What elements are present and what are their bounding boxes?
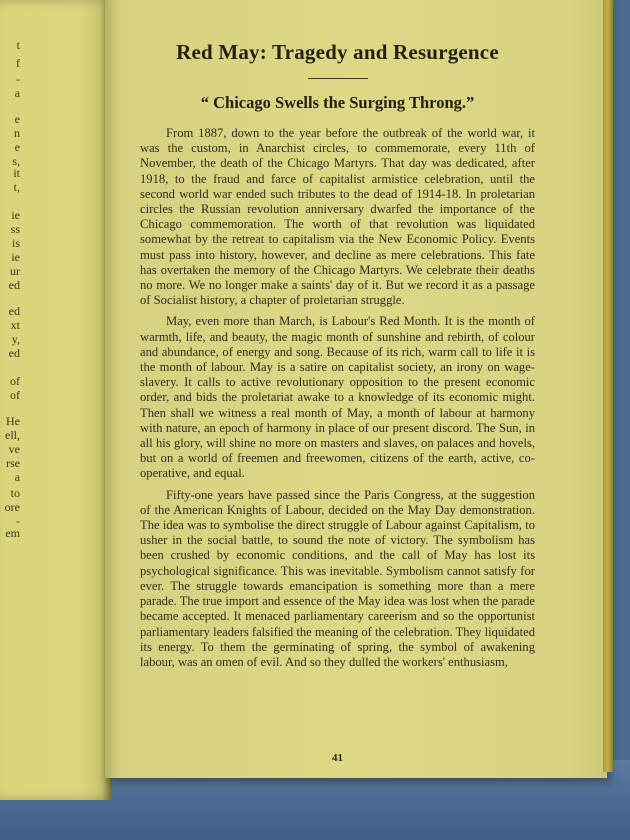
left-page-fragment: ore — [4, 500, 20, 514]
left-page-fragment: a — [14, 86, 20, 100]
left-page-fragment: xt — [10, 318, 20, 332]
left-page-fragment: He — [6, 414, 20, 428]
left-page-fragment: of — [10, 374, 20, 388]
left-page-fragment: to — [10, 486, 20, 500]
paragraph-2: May, even more than March, is Labour's Red Month. It is the month of warmth, life, and beauty, the magic month of sunshine and rebirth, of colour and abundance, of energy and song. Because of its rich, warm call to life it is the month of labour. May is a satire on capitalist society, an irony on wage-slavery. It calls to active revolutionary opposition to the present economic order, and bids the proletariat awake to a knowledge of its economic might. Then shall we witness a real month of May, a month of labour at harmony with nature, an epoch of harmony in place of our present discord. The Sun, in all his glory, will shine no more on masters and slaves, on palaces and hovels, but on a world of freemen and freewomen, citizens of the earth, active, co-operative, and equal. — [140, 314, 535, 481]
article — [140, 40, 535, 764]
left-page-fragment: - — [16, 72, 20, 86]
left-page-fragment: it — [13, 166, 20, 180]
title-rule — [308, 78, 368, 79]
left-page-fragment: ed — [8, 278, 20, 292]
left-page-fragment: ss — [10, 222, 20, 236]
left-page-fragment: t, — [13, 180, 20, 194]
page-edge — [603, 0, 613, 772]
left-page-fragment: - — [16, 514, 20, 528]
left-page-fragment: y, — [11, 332, 20, 346]
left-page-fragment: of — [10, 388, 20, 402]
left-page-fragment: ie — [11, 208, 20, 222]
left-page-fragment: e — [14, 112, 20, 126]
left-page-fragment: f — [16, 56, 20, 70]
left-page-fragment: is — [11, 236, 20, 250]
left-page-fragment: n — [14, 126, 20, 140]
paragraph-3: Fifty-one years have passed since the Paris Congress, at the suggestion of the American Knights of Labour, decided on the May Day demonstration. The idea was to symbolise the direct struggle of Labour against Capitalism, to usher in the social battle, to sound the note of victory. The symbolism has been crushed by economic conditions, and the call of May has lost its psychological significance. This was inevitable. Symbolism cannot satisfy for ever. The struggle towards emancipation is something more than a mere parade. The true import and essence of the May idea was lost when the parade became accepted. It menaced parliamentary careerism and so the opportunist parliamentary leaders falsified the meaning of the celebration. They liquidated its energy. To them the germinating of spring, the symbol of awakening labour, was an omen of evil. And so they dulled the workers' enthusiasm, — [140, 487, 535, 669]
left-page — [0, 0, 112, 800]
left-page-fragment: a — [14, 470, 20, 484]
article-subtitle: “ Chicago Swells the Surging Throng.” — [200, 93, 475, 112]
left-page-fragment: s, — [12, 154, 20, 168]
paragraph-1: From 1887, down to the year before the outbreak of the world war, it was the custom, in Anarchist circles, to commemorate, every 11th of November, the death of the Chicago Martyrs. That day was dedicated, after 1918, to the fraud and farce of capitalist armistice celebration, until the second world war ended such tributes to the dead of 1914-18. In proletarian circles the Russian revolution anniversary dwarfed the importance of the Chicago commemoration. The worth of that revolution was liquidated somewhat by the retreat to capitalism via the New Economic Policy. Events must pass into history, however, and decline as mere celebrations. This fate has overtaken the memory of the Chicago Martyrs. We celebrate their deaths no more. We no longer make a saints' day of it. But we record it as a passage of Socialist history, a chapter of proletarian struggle. — [140, 126, 535, 308]
left-page-fragment: t — [16, 38, 20, 52]
left-page-fragment: ie — [11, 250, 20, 264]
left-page-fragment: ed — [8, 304, 20, 318]
article-title: Red May: Tragedy and Resurgence — [176, 40, 499, 64]
left-page-fragment: rse — [6, 456, 20, 470]
left-page-fragment: ell, — [5, 428, 20, 442]
left-page-fragment: e — [14, 140, 20, 154]
left-page-fragment: ur — [10, 264, 20, 278]
left-page-fragment: ve — [8, 442, 20, 456]
left-page-fragment: ed — [8, 346, 20, 360]
page-number: 41 — [332, 752, 343, 764]
left-page-fragment: em — [5, 526, 20, 540]
